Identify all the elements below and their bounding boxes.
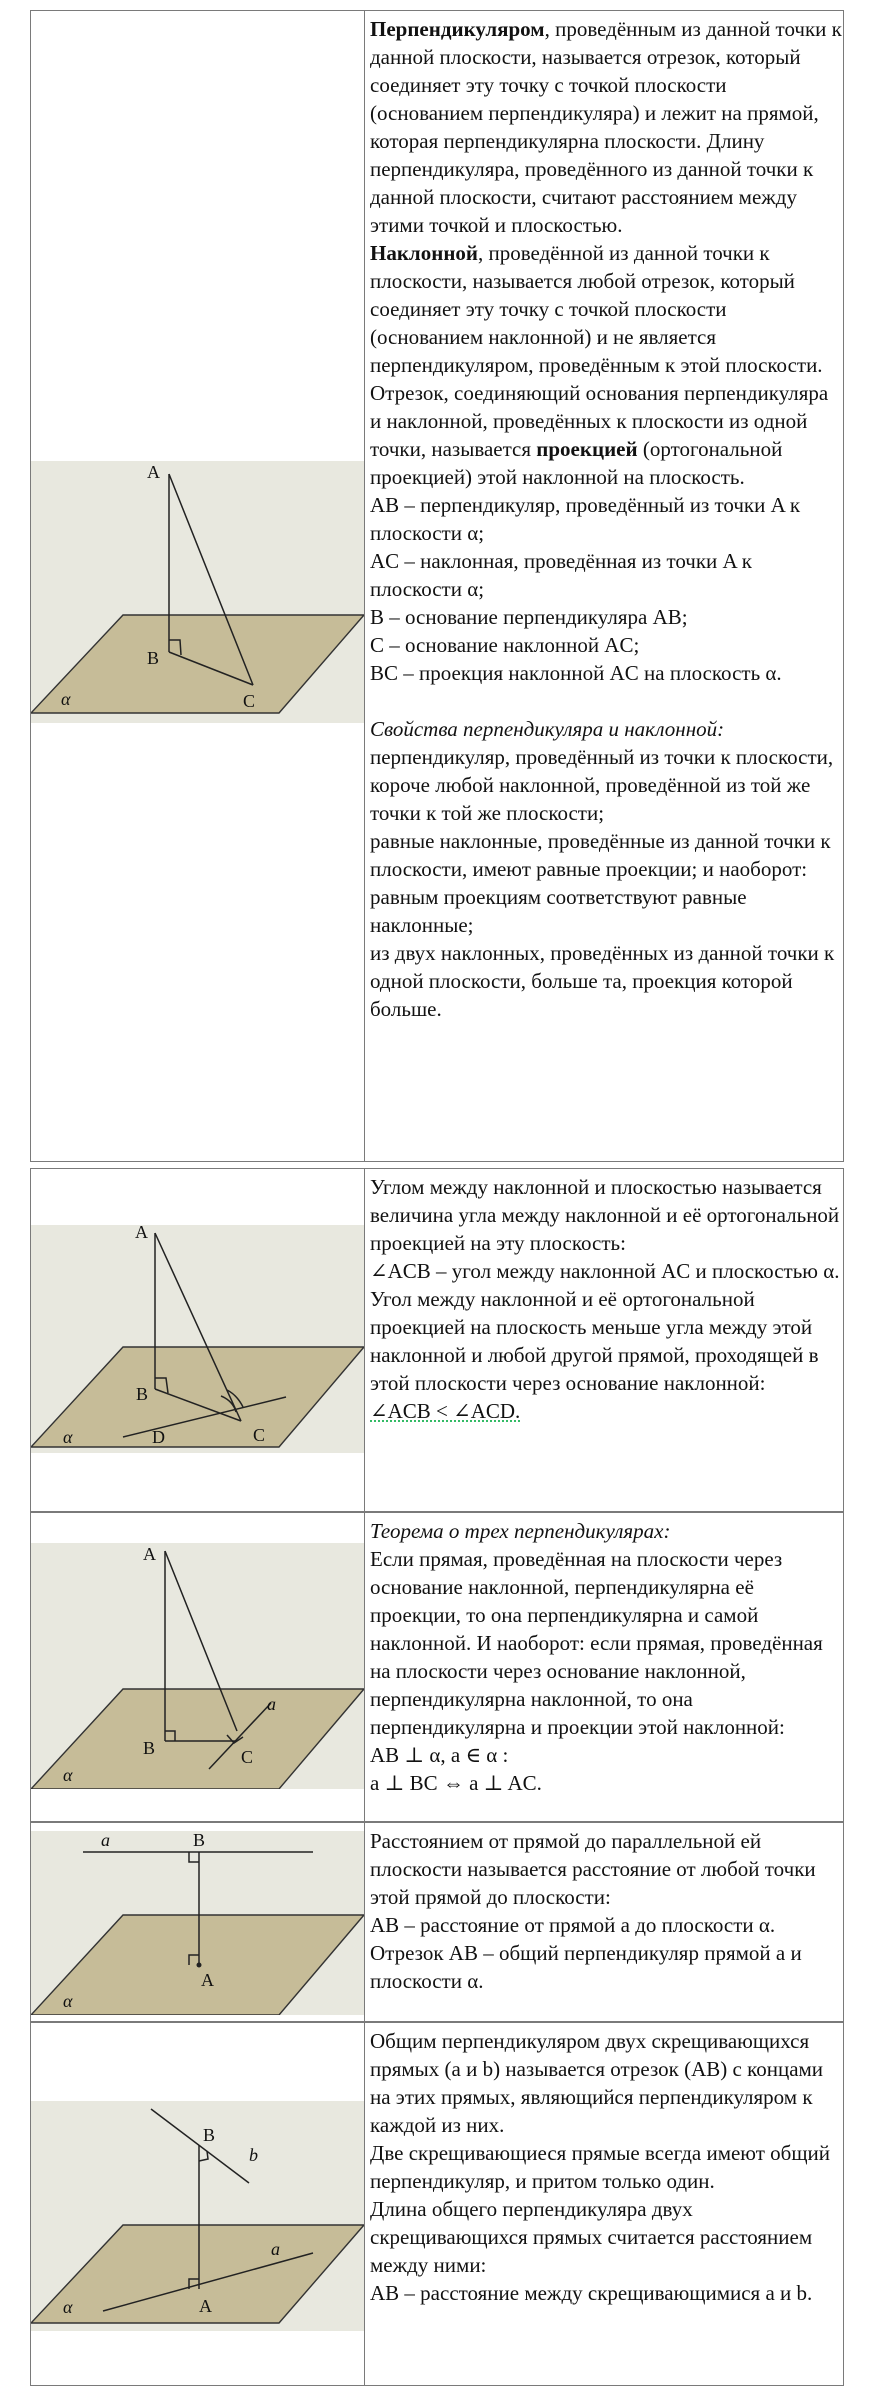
distance-statement: Длина общего перпендикуляра двух скрещивающихся прямых считается расстоянием между ними:: [370, 2197, 813, 2277]
text-cell: [365, 1823, 843, 2021]
distance-notation: AB – расстояние между скрещивающимися a и b.: [370, 2281, 813, 2305]
label-A: A: [147, 462, 160, 482]
figure-line-plane-distance: [31, 1831, 364, 2015]
common-perpendicular-definition: Общим перпендикуляром двух скрещивающихся прямых (a и b) называется отрезок (AB) с концами на этих прямых, являющийся перпендикуляром к каждой из них.: [370, 2029, 824, 2137]
notation-line: BC – проекция наклонной AC на плоскость α.: [370, 661, 782, 685]
angle-inequality: ∠ACB < ∠ACD.: [370, 1399, 521, 1423]
label-A: A: [199, 2296, 212, 2316]
label-alpha: α: [61, 689, 71, 709]
label-alpha: α: [63, 1427, 73, 1447]
uniqueness-statement: Две скрещивающиеся прямые всегда имеют общий перпендикуляр, и притом только один.: [370, 2141, 830, 2193]
figure-cell: [31, 1169, 365, 1511]
notation-line: AB – перпендикуляр, проведённый из точки A к плоскости α;: [370, 493, 801, 545]
section-perpendicular-and-oblique: [30, 10, 844, 1162]
figure-cell: [31, 1513, 365, 1821]
text-cell: [365, 2023, 843, 2385]
label-A: A: [143, 1544, 156, 1564]
notation-line: AC – наклонная, проведённая из точки A к плоскости α;: [370, 549, 753, 601]
theorem-title: Теорема о трех перпендикулярах:: [370, 1519, 671, 1543]
label-C: C: [243, 691, 256, 711]
text-cell: [365, 1513, 843, 1821]
properties-title: Свойства перпендикуляра и наклонной:: [370, 717, 725, 741]
figure-angle-line-plane: [31, 1225, 364, 1453]
text-cell: [365, 11, 843, 1161]
figure-cell: [31, 11, 365, 1161]
label-A: A: [201, 1970, 214, 1990]
theorem-formula: a ⊥ BC ⇔ a ⊥ AC.: [370, 1771, 542, 1795]
section-skew-lines: [30, 2022, 844, 2386]
label-a: a: [271, 2239, 280, 2259]
notation-line: B – основание перпендикуляра AB;: [370, 605, 688, 629]
distance-definition: Расстоянием от прямой до параллельной ей плоскости называется расстояние от любой точки этой прямой до плоскости:: [370, 1829, 816, 1909]
label-B: B: [203, 2125, 216, 2145]
property-item: равные наклонные, проведённые из данной точки к плоскости, имеют равные проекции; и наоборот: равным проекциям соответствуют равные наклонные;: [370, 829, 831, 937]
label-a: a: [267, 1694, 276, 1714]
theorem-formula: AB ⊥ α, a ∈ α :: [370, 1743, 509, 1767]
projection-definition: Отрезок, соединяющий основания перпендикуляра и наклонной, проведённых к плоскости из одной точки, называется проекцией (ортогональной проекцией) этой наклонной на плоскость.: [370, 381, 829, 489]
label-A: A: [135, 1225, 148, 1242]
label-alpha: α: [63, 2297, 73, 2317]
figure-perpendicular-oblique: [31, 461, 364, 723]
section-angle-line-plane: [30, 1168, 844, 1512]
term-perpendicular: Перпендикуляром: [370, 17, 545, 41]
property-item: из двух наклонных, проведённых из данной точки к одной плоскости, больше та, проекция которой больше.: [370, 941, 835, 1021]
label-B: B: [147, 648, 160, 668]
label-C: C: [241, 1747, 254, 1767]
property-item: перпендикуляр, проведённый из точки к плоскости, короче любой наклонной, проведённой из той же точки к той же плоскости;: [370, 745, 834, 825]
angle-definition: Углом между наклонной и плоскостью называется величина угла между наклонной и её ортогональной проекцией на эту плоскость:: [370, 1175, 840, 1255]
label-D: D: [152, 1427, 165, 1447]
label-B: B: [143, 1738, 156, 1758]
figure-skew-lines: [31, 2101, 364, 2331]
term-oblique: Наклонной: [370, 241, 479, 265]
figure-cell: [31, 2023, 365, 2385]
distance-notation: AB – расстояние от прямой a до плоскости α.: [370, 1913, 776, 1937]
theorem-text: Если прямая, проведённая на плоскости через основание наклонной, перпендикулярна её проекции, то она перпендикулярна и самой наклонной. И наоборот: если прямая, проведённая на плоскости через основание наклонной, перпендикулярна наклонной, то она перпендикулярна и проекции этой наклонной:: [370, 1547, 823, 1739]
angle-notation: ∠ACB – угол между наклонной AC и плоскостью α.: [370, 1259, 840, 1283]
notation-line: C – основание наклонной AC;: [370, 633, 640, 657]
perpendicular-definition: Перпендикуляром, проведённым из данной точки к данной плоскости, называется отрезок, который соединяет эту точку с точкой плоскости (основанием перпендикуляра) и лежит на прямой, которая перпендикулярна плоскости. Длину перпендикуляра, проведённого из данной точки к данной плоскости, считают расстоянием между этими точкой и плоскостью.: [370, 17, 842, 237]
label-C: C: [253, 1425, 266, 1445]
figure-cell: [31, 1823, 365, 2021]
label-alpha: α: [63, 1991, 73, 2011]
common-perpendicular-note: Отрезок AB – общий перпендикуляр прямой a и плоскости α.: [370, 1941, 802, 1993]
label-B: B: [193, 1831, 206, 1850]
oblique-definition: Наклонной, проведённой из данной точки к плоскости, называется любой отрезок, который соединяет эту точку с точкой плоскости (основанием наклонной) и не является перпендикуляром, проведённым к этой плоскости.: [370, 241, 823, 377]
term-projection: проекцией: [536, 437, 638, 461]
text-cell: [365, 1169, 843, 1511]
label-b: b: [249, 2145, 258, 2165]
label-alpha: α: [63, 1765, 73, 1785]
section-line-plane-distance: [30, 1822, 844, 2022]
label-a: a: [101, 1831, 110, 1850]
figure-three-perpendiculars: [31, 1543, 364, 1789]
section-three-perpendiculars: [30, 1512, 844, 1822]
label-B: B: [136, 1384, 149, 1404]
angle-property: Угол между наклонной и её ортогональной проекцией на плоскость меньше угла между этой наклонной и любой другой прямой, проходящей в этой плоскости через основание наклонной:: [370, 1287, 819, 1395]
